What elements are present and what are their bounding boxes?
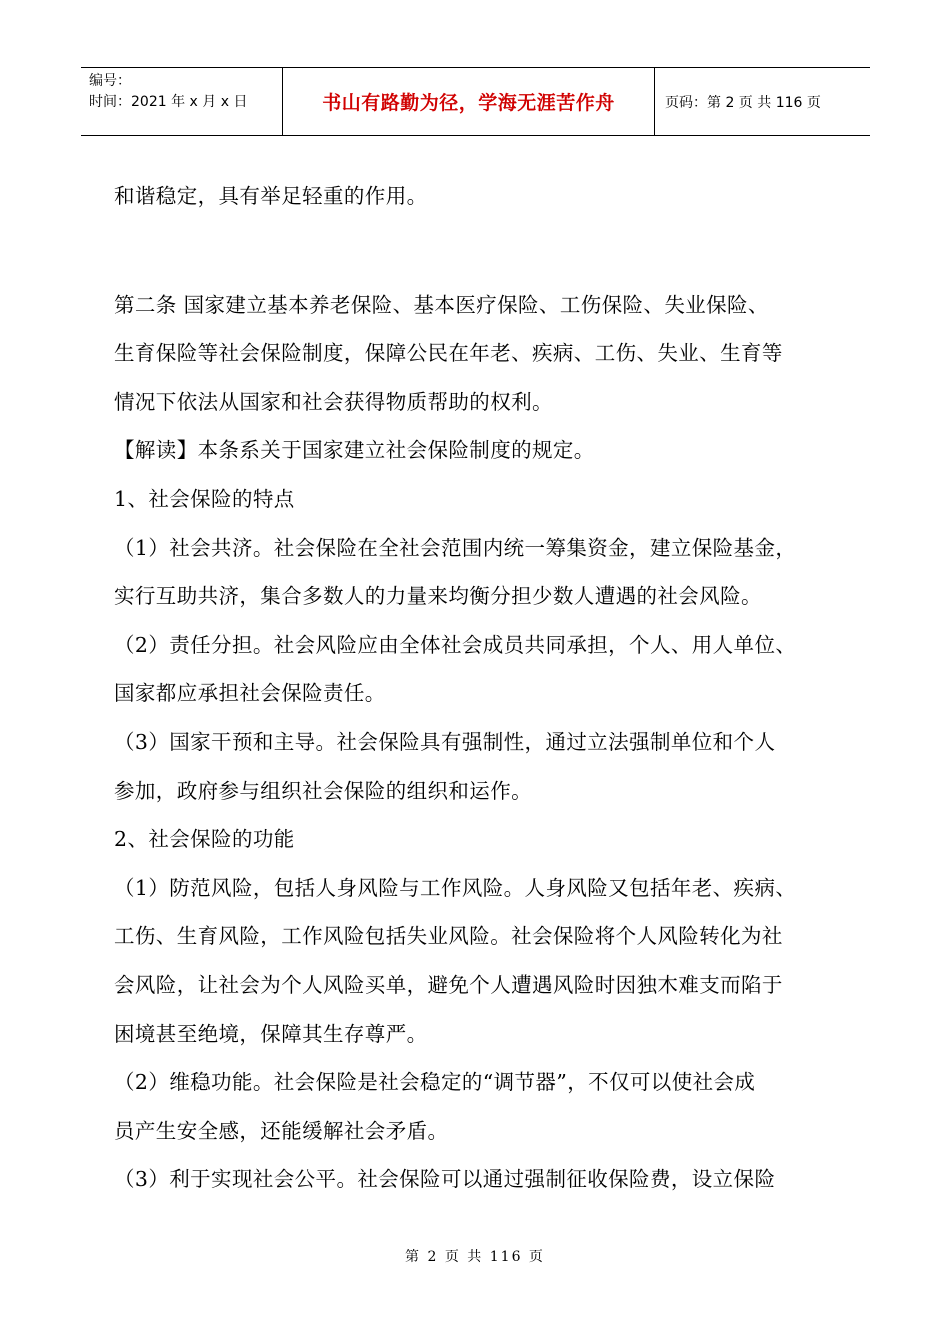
body-line: 工伤、生育风险，工作风险包括失业风险。社会保险将个人风险转化为社 — [114, 924, 783, 949]
body-line: （3）利于实现社会公平。社会保险可以通过强制征收保险费，设立保险 — [114, 1167, 776, 1192]
body-line: （2）责任分担。社会风险应由全体社会成员共同承担，个人、用人单位、 — [114, 632, 797, 657]
paragraph-gap — [114, 221, 854, 281]
body-line: 生育保险等社会保险制度，保障公民在年老、疾病、工伤、失业、生育等 — [114, 341, 783, 366]
body-line: 困境甚至绝境，保障其生存尊严。 — [114, 1021, 428, 1046]
body-line: 【解读】本条系关于国家建立社会保险制度的规定。 — [114, 438, 595, 463]
body-line: （2）维稳功能。社会保险是社会稳定的“调节器”，不仅可以使社会成 — [114, 1070, 756, 1095]
document-body — [114, 172, 854, 1204]
body-line: 实行互助共济，集合多数人的力量来均衡分担少数人遭遇的社会风险。 — [114, 584, 762, 609]
body-line: （3）国家干预和主导。社会保险具有强制性，通过立法强制单位和个人 — [114, 729, 776, 754]
body-line: 情况下依法从国家和社会获得物质帮助的权利。 — [114, 389, 553, 414]
header-meta — [81, 68, 282, 135]
document-date: 时间：2021 年 x 月 x 日 — [89, 94, 248, 110]
document-number-label: 编号： — [89, 73, 131, 89]
body-lead-line: 和谐稳定，具有举足轻重的作用。 — [114, 184, 428, 208]
body-line: 参加，政府参与组织社会保险的组织和运作。 — [114, 778, 532, 803]
body-line: 2、社会保险的功能 — [114, 827, 295, 852]
header-motto: 书山有路勤为径，学海无涯苦作舟 — [282, 68, 655, 135]
body-line: （1）防范风险，包括人身风险与工作风险。人身风险又包括年老、疾病、 — [114, 875, 797, 900]
page-header — [81, 67, 870, 136]
body-line: 国家都应承担社会保险责任。 — [114, 681, 386, 706]
body-line: 员产生安全感，还能缓解社会矛盾。 — [114, 1118, 449, 1143]
body-line: 1、社会保险的特点 — [114, 486, 295, 511]
body-line: 会风险，让社会为个人风险买单，避免个人遭遇风险时因独木难支而陷于 — [114, 972, 783, 997]
page-footer: 第 2 页 共 116 页 — [405, 1249, 545, 1265]
body-line: （1）社会共济。社会保险在全社会范围内统一筹集资金，建立保险基金， — [114, 535, 797, 560]
header-page-info: 页码：第 2 页 共 116 页 — [665, 94, 821, 111]
body-line: 第二条 国家建立基本养老保险、基本医疗保险、工伤保险、失业保险、 — [114, 292, 769, 317]
